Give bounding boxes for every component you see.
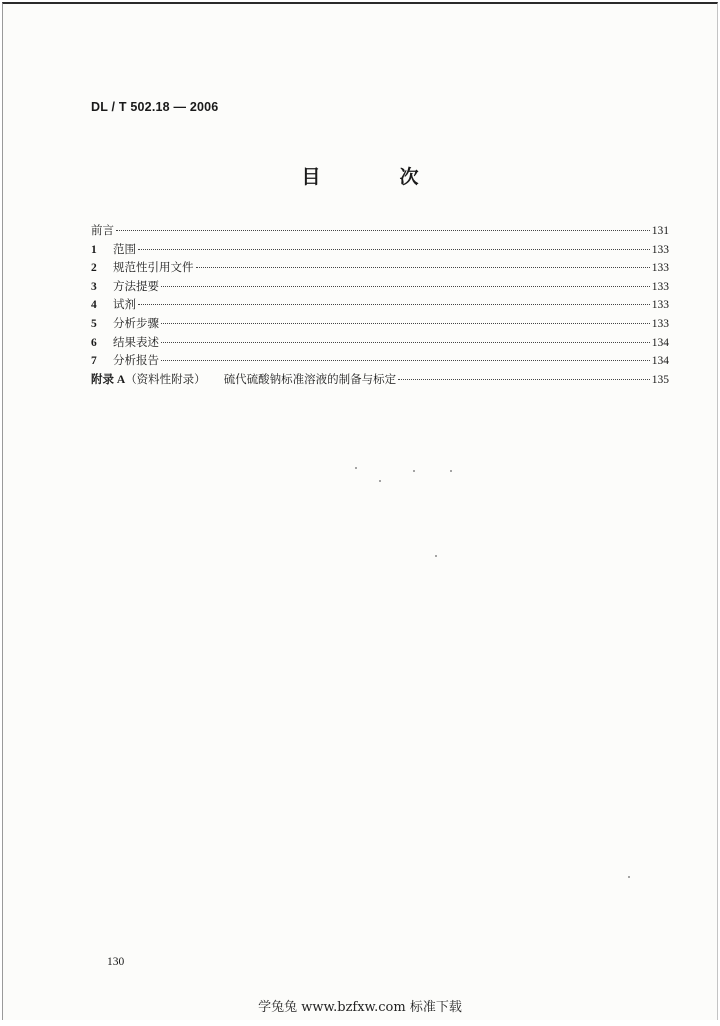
leader-dots <box>161 323 650 324</box>
toc-entry-label: 4 试剂 <box>91 295 136 315</box>
toc-entry-page: 134 <box>651 355 669 368</box>
scan-speck <box>435 555 437 557</box>
scan-speck <box>450 470 452 472</box>
toc-entry-page: 133 <box>651 243 669 256</box>
toc-entry-4[interactable] <box>91 295 669 314</box>
leader-dots <box>161 342 650 343</box>
toc-entry-page: 131 <box>651 225 669 237</box>
toc-entry-1[interactable] <box>91 240 669 259</box>
toc-entry-number: 附录 A <box>91 373 126 386</box>
scan-speck <box>379 480 381 482</box>
toc-entry-label: 6 结果表述 <box>91 333 159 353</box>
toc-entry-appendix-a[interactable] <box>91 370 669 389</box>
toc-entry-number: 1 <box>91 243 97 256</box>
toc-entry-number: 7 <box>91 355 97 368</box>
leader-dots <box>161 360 650 361</box>
leader-dots <box>398 379 650 380</box>
toc-entry-label: 3 方法提要 <box>91 277 159 297</box>
toc-entry-label: 5 分析步骤 <box>91 314 159 334</box>
page-number: 130 <box>107 956 125 968</box>
toc-entry-2[interactable] <box>91 258 669 277</box>
toc-entry-label: 7 分析报告 <box>91 351 159 371</box>
toc-entry-page: 133 <box>651 299 669 312</box>
scan-speck <box>628 876 630 878</box>
toc-entry-label: 前言 <box>91 223 114 237</box>
table-of-contents <box>91 221 669 388</box>
toc-entry-number: 2 <box>91 262 97 275</box>
toc-entry-number: 6 <box>91 336 97 349</box>
scan-speck <box>355 467 357 469</box>
appendix-kind: （资料性附录） <box>125 371 206 386</box>
document-page <box>2 2 718 1020</box>
toc-entry-page: 135 <box>651 373 669 386</box>
toc-entry-page: 133 <box>651 280 669 293</box>
toc-entry-label: 附录 A（资料性附录） 硫代硫酸钠标准溶液的制备与标定 <box>91 370 396 390</box>
toc-entry-3[interactable] <box>91 277 669 296</box>
toc-entry-label: 1 范围 <box>91 240 136 260</box>
site-watermark: 学兔兔 www.bzfxw.com 标准下载 <box>258 1000 462 1015</box>
toc-entry-label: 2 规范性引用文件 <box>91 258 194 278</box>
page-title: 目 次 <box>301 166 449 188</box>
toc-entry-foreword[interactable] <box>91 221 669 240</box>
toc-entry-7[interactable] <box>91 351 669 370</box>
leader-dots <box>138 249 650 250</box>
toc-entry-6[interactable] <box>91 333 669 352</box>
leader-dots <box>196 267 650 268</box>
toc-entry-number: 3 <box>91 280 97 293</box>
toc-entry-page: 133 <box>651 317 669 330</box>
toc-entry-5[interactable] <box>91 314 669 333</box>
toc-entry-number: 4 <box>91 299 97 312</box>
toc-entry-page: 134 <box>651 336 669 349</box>
standard-number: DL / T 502.18 — 2006 <box>91 100 219 114</box>
leader-dots <box>116 230 650 231</box>
leader-dots <box>161 286 650 287</box>
leader-dots <box>138 304 650 305</box>
toc-entry-number: 5 <box>91 317 97 330</box>
toc-entry-page: 133 <box>651 262 669 275</box>
scan-speck <box>413 470 415 472</box>
